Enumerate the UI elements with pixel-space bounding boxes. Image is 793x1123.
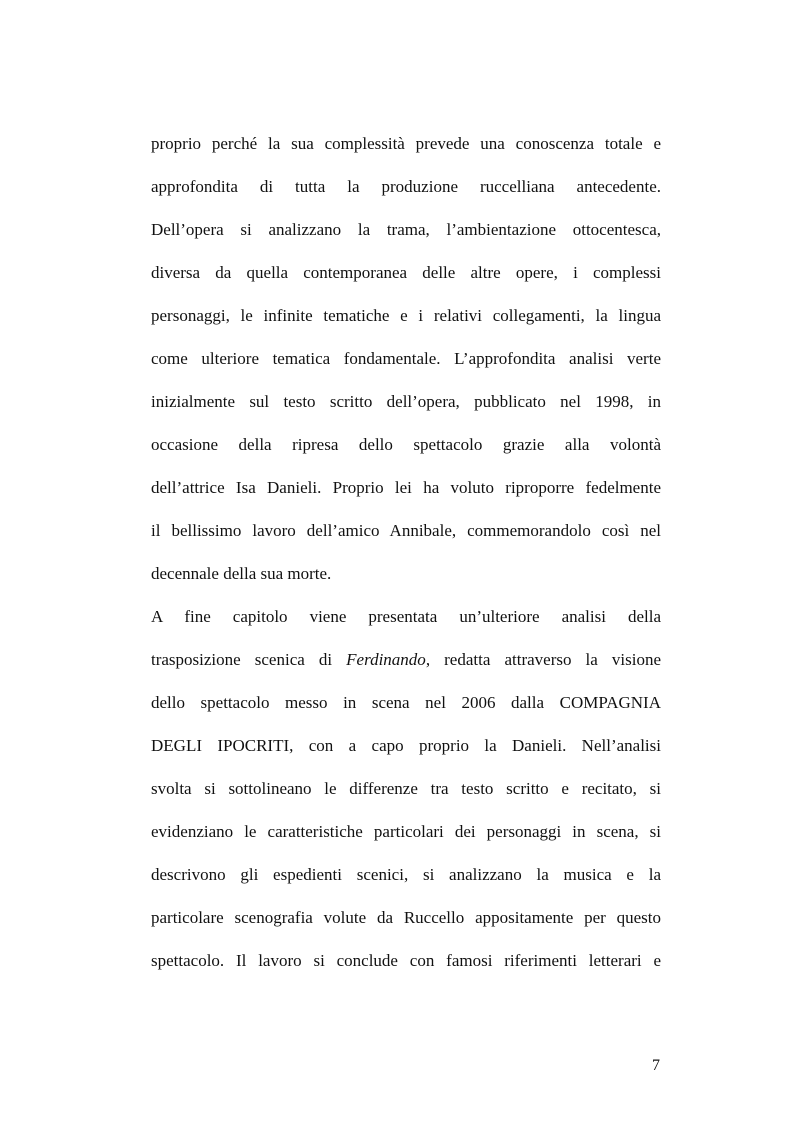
text-segment: trasposizione scenica di (151, 650, 347, 669)
text-line: il bellissimo lavoro dell’amico Annibale, commemorandolo così nel (151, 521, 661, 540)
text-line: evidenziano le caratteristiche particolari dei personaggi in scena, si (151, 822, 661, 841)
text-line: svolta si sottolineano le differenze tra testo scritto e recitato, si (151, 779, 661, 798)
italic-title: Ferdinando (346, 650, 426, 669)
text-line: proprio perché la sua complessità prevede una conoscenza totale e (151, 134, 661, 153)
text-line: occasione della ripresa dello spettacolo grazie alla volontà (151, 435, 661, 454)
text-line: personaggi, le infinite tematiche e i relativi collegamenti, la lingua (151, 306, 661, 325)
text-segment: , redatta attraverso la visione (425, 650, 661, 669)
text-line: inizialmente sul testo scritto dell’opera, pubblicato nel 1998, in (151, 392, 661, 411)
text-line: dello spettacolo messo in scena nel 2006 dalla COMPAGNIA (151, 693, 661, 712)
text-line: dell’attrice Isa Danieli. Proprio lei ha voluto riproporre fedelmente (151, 478, 661, 497)
text-line: approfondita di tutta la produzione ruccelliana antecedente. (151, 177, 661, 196)
text-line: Dell’opera si analizzano la trama, l’ambientazione ottocentesca, (151, 220, 661, 239)
text-line (151, 649, 661, 671)
text-line-last: decennale della sua morte. (151, 564, 332, 583)
text-line: come ulteriore tematica fondamentale. L’approfondita analisi verte (151, 349, 661, 368)
text-line: descrivono gli espedienti scenici, si analizzano la musica e la (151, 865, 661, 884)
text-line: spettacolo. Il lavoro si conclude con famosi riferimenti letterari e (151, 951, 661, 970)
page-number: 7 (652, 1057, 660, 1074)
text-line: diversa da quella contemporanea delle altre opere, i complessi (151, 263, 661, 282)
text-line: DEGLI IPOCRITI, con a capo proprio la Danieli. Nell’analisi (151, 736, 661, 755)
text-line: A fine capitolo viene presentata un’ulteriore analisi della (151, 607, 661, 626)
text-line: particolare scenografia volute da Ruccello appositamente per questo (151, 908, 661, 927)
